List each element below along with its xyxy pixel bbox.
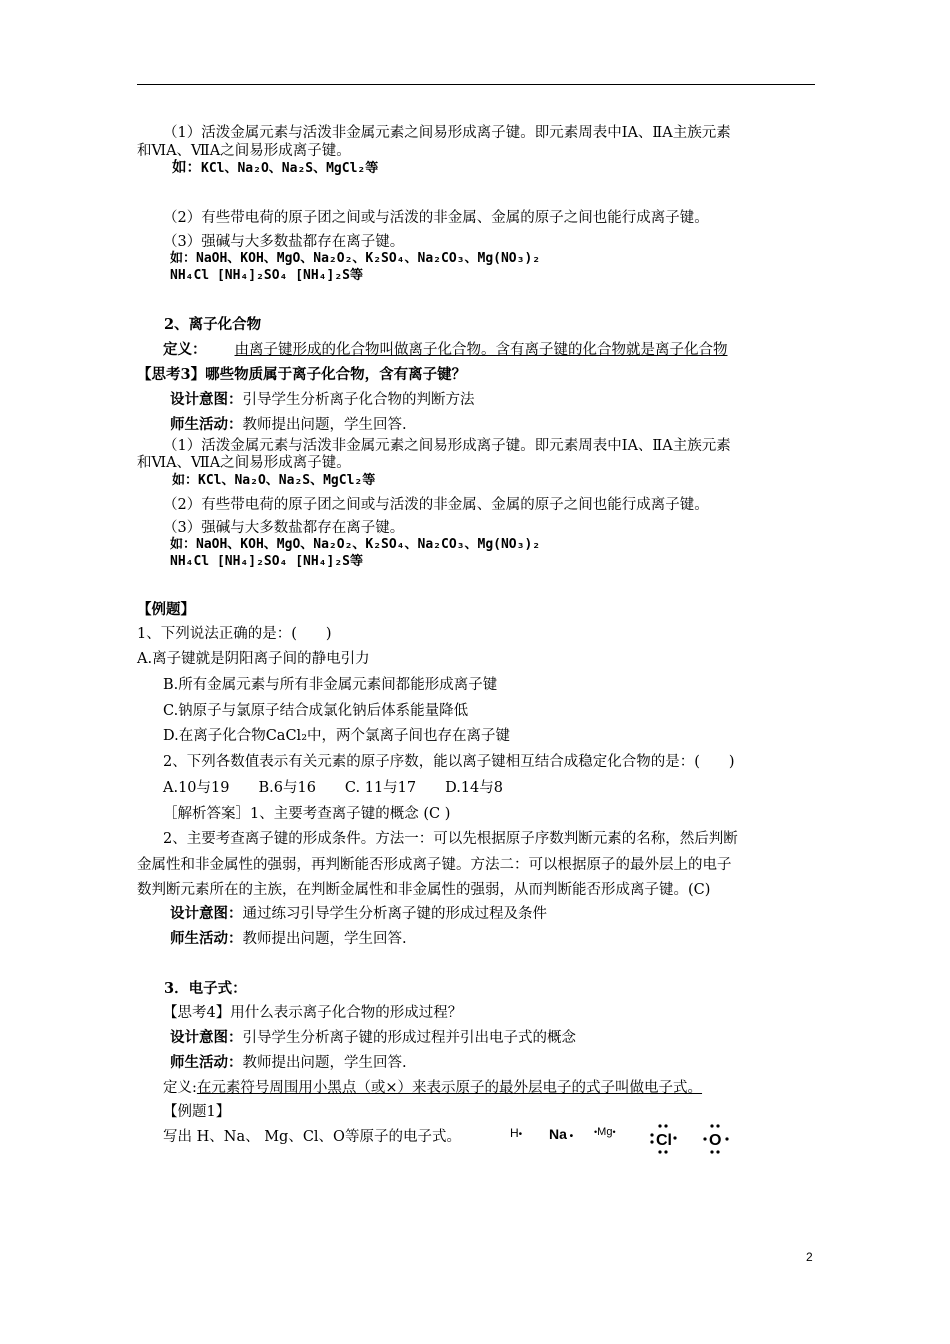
symbol-o: O xyxy=(709,1132,722,1149)
examples-activity xyxy=(170,930,407,948)
examples-act-text: 教师提出问题，学生回答. xyxy=(242,931,407,947)
p2-example: 如：KCl、Na₂O、Na₂S、MgCl₂等 xyxy=(172,473,376,488)
header-rule xyxy=(137,84,815,85)
electron-dot-h: H• xyxy=(510,1126,523,1140)
section3-intent xyxy=(170,1029,576,1047)
p1-example3: NH₄Cl [NH₄]₂SO₄ [NH₄]₂S等 xyxy=(170,268,364,283)
examples-intent-label: 设计意图： xyxy=(170,905,243,922)
answer1: ［解析答案］1、主要考查离子键的概念 (C ) xyxy=(163,806,451,822)
p2-line3: （2）有些带电荷的原子团之间或与活泼的非金属、金属的原子之间也能行成离子键。 xyxy=(163,497,709,513)
section3-def-text: 在元素符号周围用小黑点（或×）来表示原子的最外层电子的式子叫做电子式。 xyxy=(196,1080,703,1096)
think3-intent xyxy=(170,391,475,409)
page-number: 2 xyxy=(806,1250,813,1264)
p1-example-text: KCl、Na₂O、Na₂S、MgCl₂等 xyxy=(201,161,379,176)
examples-heading: 【例题】 xyxy=(137,601,195,618)
section3-def-label: 定义: xyxy=(163,1080,197,1096)
think3-act-label: 师生活动： xyxy=(170,416,243,433)
section3-act-text: 教师提出问题，学生回答. xyxy=(242,1055,407,1071)
electron-dot-na: Na • xyxy=(549,1126,574,1142)
examples-intent-text: 通过练习引导学生分析离子键的形成过程及条件 xyxy=(242,906,547,922)
section2-def-text: 由离子键形成的化合物叫做离子化合物。含有离子键的化合物就是离子化合物 xyxy=(234,342,728,358)
p2-line4: （3）强碱与大多数盐都存在离子键。 xyxy=(163,520,405,536)
p1-line2: 和ⅥA、ⅦA之间易形成离子键。 xyxy=(137,143,351,159)
p2-line1: （1）活泼金属元素与活泼非金属元素之间易形成离子键。即元素周表中ⅠA、ⅡA主族元素 xyxy=(163,438,731,454)
section3-intent-text: 引导学生分析离子键的形成过程并引出电子式的概念 xyxy=(242,1030,576,1046)
answer2-line1: 2、主要考查离子键的形成条件。方法一：可以先根据原子序数判断元素的名称，然后判断 xyxy=(163,831,738,847)
think3-intent-label: 设计意图： xyxy=(170,391,243,408)
answer2-line2: 金属性和非金属性的强弱，再判断能否形成离子键。方法二：可以根据原子的最外层上的电子 xyxy=(137,857,732,873)
electron-dot-cl-o xyxy=(648,1122,738,1156)
think3-activity xyxy=(170,416,407,434)
p1-line1: （1）活泼金属元素与活泼非金属元素之间易形成离子键。即元素周表中ⅠA、ⅡA主族元素 xyxy=(163,125,731,141)
section3-act-label: 师生活动： xyxy=(170,1054,243,1071)
example1-option-d: D.在离子化合物CaCl₂中，两个氯离子间也存在离子键 xyxy=(163,728,510,744)
symbol-cl: Cl xyxy=(656,1132,672,1149)
symbol-mg: Mg xyxy=(597,1126,613,1138)
section3-definition xyxy=(163,1079,702,1097)
section3-intent-label: 设计意图： xyxy=(170,1029,243,1046)
example2-options: A.10与19 B.6与16 C. 11与17 D.14与8 xyxy=(163,780,504,796)
p2-line2: 和ⅥA、ⅦA之间易形成离子键。 xyxy=(137,455,351,471)
think4-question: 【思考4】用什么表示离子化合物的形成过程？ xyxy=(163,1005,463,1021)
answer2-line3: 数判断元素所在的主族，在判断金属性和非金属性的强弱，从而判断能否形成离子键。(C) xyxy=(137,882,711,898)
p2-example2: 如：NaOH、KOH、MgO、Na₂O₂、K₂SO₄、Na₂CO₃、Mg(NO₃)₂ xyxy=(170,537,541,552)
symbol-na: Na xyxy=(549,1126,567,1142)
symbol-h: H xyxy=(510,1126,519,1140)
example1-option-a: A.离子键就是阴阳离子间的静电引力 xyxy=(137,651,370,667)
p1-example-label: 如： xyxy=(172,159,201,176)
examples-act-label: 师生活动： xyxy=(170,930,243,947)
p1-example2: 如：NaOH、KOH、MgO、Na₂O₂、K₂SO₄、Na₂CO₃、Mg(NO₃)₂ xyxy=(170,251,541,266)
p1-line3: （2）有些带电荷的原子团之间或与活泼的非金属、金属的原子之间也能行成离子键。 xyxy=(163,210,709,226)
examples-intent xyxy=(170,905,547,923)
example2-question: 2、下列各数值表示有关元素的原子序数，能以离子键相互结合成稳定化合物的是：( ) xyxy=(163,754,735,770)
think3-act-text: 教师提出问题，学生回答. xyxy=(242,417,407,433)
example-electron-text: 写出 H、Na、 Mg、Cl、O等原子的电子式。 xyxy=(163,1129,461,1145)
section3-activity xyxy=(170,1054,407,1072)
example1-option-b: B.所有金属元素与所有非金属元素间都能形成离子键 xyxy=(163,677,498,693)
example1-question: 1、下列说法正确的是：( ) xyxy=(137,626,332,642)
think3-question: 【思考3】哪些物质属于离子化合物，含有离子键？ xyxy=(137,366,467,383)
electron-dot-mg: •Mg• xyxy=(594,1126,616,1138)
example-electron-heading: 【例题1】 xyxy=(163,1104,231,1120)
section2-title: 2、离子化合物 xyxy=(164,316,262,333)
section3-title: 3．电子式： xyxy=(164,980,247,997)
p1-example xyxy=(172,159,378,178)
p2-example3: NH₄Cl [NH₄]₂SO₄ [NH₄]₂S等 xyxy=(170,554,364,569)
think3-intent-text: 引导学生分析离子化合物的判断方法 xyxy=(242,392,475,408)
example1-option-c: C.钠原子与氯原子结合成氯化钠后体系能量降低 xyxy=(163,703,469,719)
section2-definition xyxy=(163,341,742,359)
section2-def-label: 定义： xyxy=(163,341,207,358)
p1-line4: （3）强碱与大多数盐都存在离子键。 xyxy=(163,234,405,250)
